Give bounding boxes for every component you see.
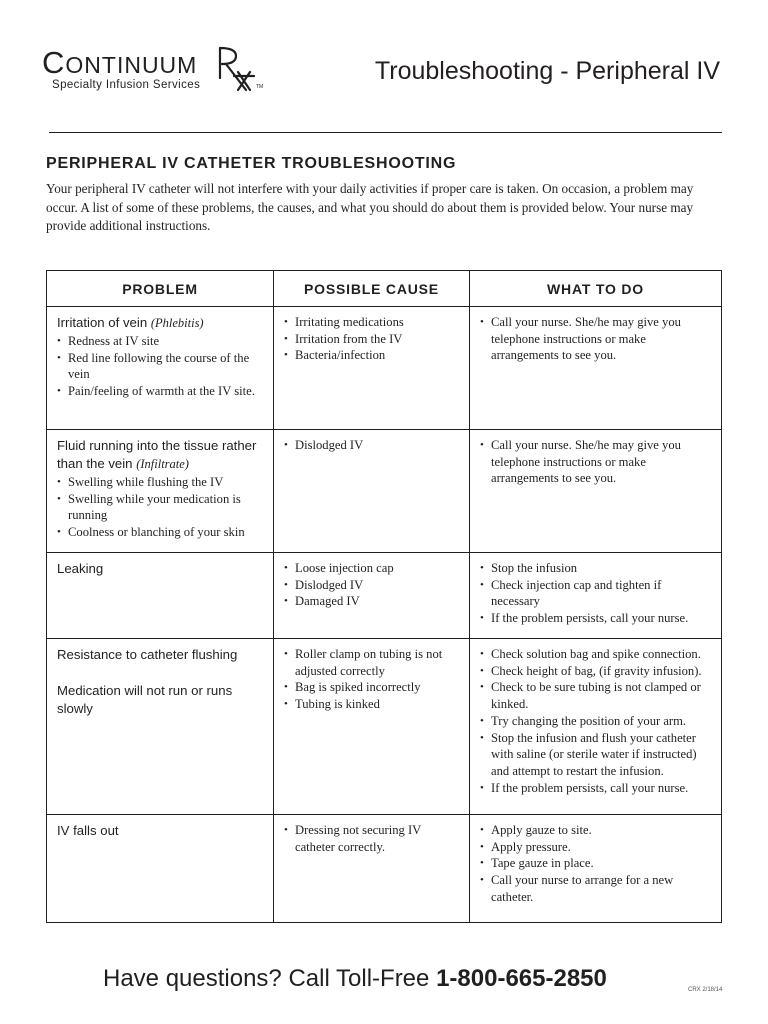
- logo-wordmark: [42, 46, 197, 82]
- problem-title: Resistance to catheter flushing: [57, 647, 238, 662]
- section-heading: PERIPHERAL IV CATHETER TROUBLESHOOTING: [46, 155, 457, 172]
- list-item: • Dislodged IV: [284, 577, 459, 594]
- list-item: • Redness at IV site: [57, 333, 263, 350]
- list-item: • Coolness or blanching of your skin: [57, 524, 263, 541]
- column-header-problem: PROBLEM: [47, 271, 274, 307]
- problem-medical-term: (Phlebitis): [150, 316, 204, 330]
- list-item: • Tubing is kinked: [284, 696, 459, 713]
- problem-title: IV falls out: [57, 823, 119, 838]
- column-header-cause: POSSIBLE CAUSE: [274, 271, 470, 307]
- list-item: • Swelling while flushing the IV: [57, 474, 263, 491]
- list-item: • Check solution bag and spike connection.: [480, 646, 711, 663]
- table-row: [47, 815, 722, 923]
- list-item: • Red line following the course of the vein: [57, 350, 263, 383]
- list-item: • Loose injection cap: [284, 560, 459, 577]
- cause-cell: [274, 430, 470, 553]
- action-cell: [470, 430, 722, 553]
- cause-cell: [274, 307, 470, 430]
- cause-list: [284, 437, 459, 454]
- troubleshooting-table: [46, 270, 722, 923]
- cause-list: [284, 314, 459, 364]
- list-item: • Swelling while your medication is running: [57, 491, 263, 524]
- list-item: • Bag is spiked incorrectly: [284, 679, 459, 696]
- action-cell: [470, 815, 722, 923]
- problem-text: Fluid running into the tissue rather than the vein: [57, 438, 257, 471]
- list-item: • Check to be sure tubing is not clamped or kinked.: [480, 679, 711, 712]
- problem-cell: [47, 307, 274, 430]
- problem-cell: [47, 639, 274, 815]
- list-item: • Check height of bag, (if gravity infusion).: [480, 663, 711, 680]
- cause-list: [284, 646, 459, 713]
- problem-cell: [47, 553, 274, 639]
- footer-text: Have questions? Call Toll-Free: [103, 965, 430, 992]
- action-list: [480, 437, 711, 487]
- list-item: • Try changing the position of your arm.: [480, 713, 711, 730]
- document-code: CRX 2/18/14: [688, 987, 723, 993]
- logo-trademark: TM: [256, 84, 264, 90]
- table-header-row: [47, 271, 722, 307]
- symptom-list: [57, 474, 263, 541]
- list-item: • Damaged IV: [284, 593, 459, 610]
- problem-title: [57, 437, 263, 473]
- action-cell: [470, 639, 722, 815]
- cause-cell: [274, 553, 470, 639]
- list-item: • Apply pressure.: [480, 839, 711, 856]
- header-divider: [49, 132, 722, 133]
- list-item: • Call your nurse. She/he may give you telephone instructions or make arrangements to see you.: [480, 314, 711, 364]
- document-title: Troubleshooting - Peripheral IV: [374, 57, 720, 85]
- list-item: • Stop the infusion: [480, 560, 711, 577]
- table-row: [47, 639, 722, 815]
- list-item: • If the problem persists, call your nurse.: [480, 780, 711, 797]
- spacer: [57, 664, 263, 682]
- problem-cell: [47, 430, 274, 553]
- table-row: [47, 307, 722, 430]
- table-row: [47, 553, 722, 639]
- list-item: • Bacteria/infection: [284, 347, 459, 364]
- problem-title: Leaking: [57, 561, 104, 576]
- list-item: • Apply gauze to site.: [480, 822, 711, 839]
- list-item: • Stop the infusion and flush your catheter with saline (or sterile water if instructed) and attempt to restart the infusion.: [480, 730, 711, 780]
- list-item: • Call your nurse to arrange for a new catheter.: [480, 872, 711, 905]
- action-cell: [470, 307, 722, 430]
- intro-paragraph: Your peripheral IV catheter will not interfere with your daily activities if proper care is taken. On occasion, a problem may occur. A list of some of these problems, the causes, and what you should do about them is provided below. Your nurse may provide additional instructions.: [46, 181, 694, 233]
- cause-cell: [274, 639, 470, 815]
- list-item: • Irritating medications: [284, 314, 459, 331]
- cause-list: [284, 560, 459, 610]
- problem-title: [57, 314, 263, 332]
- problem-title-secondary: Medication will not run or runs slowly: [57, 683, 233, 716]
- table-row: [47, 430, 722, 553]
- phone-number[interactable]: 1-800-665-2850: [436, 965, 607, 992]
- list-item: • Irritation from the IV: [284, 331, 459, 348]
- action-list: [480, 560, 711, 627]
- list-item: • Dislodged IV: [284, 437, 459, 454]
- problem-cell: [47, 815, 274, 923]
- list-item: • Check injection cap and tighten if necessary: [480, 577, 711, 610]
- symptom-list: [57, 333, 263, 400]
- action-list: [480, 822, 711, 906]
- cause-list: [284, 822, 459, 855]
- logo-wordmark-rest: ONTINUUM: [65, 52, 198, 78]
- cause-cell: [274, 815, 470, 923]
- footer-contact: [103, 965, 607, 993]
- logo-wordmark-cap: C: [42, 45, 66, 80]
- list-item: • Dressing not securing IV catheter correctly.: [284, 822, 459, 855]
- list-item: • Pain/feeling of warmth at the IV site.: [57, 383, 263, 400]
- continuumrx-logo: [42, 46, 272, 96]
- problem-medical-term: (Infiltrate): [136, 457, 189, 471]
- list-item: • Tape gauze in place.: [480, 855, 711, 872]
- list-item: • Call your nurse. She/he may give you telephone instructions or make arrangements to see you.: [480, 437, 711, 487]
- action-cell: [470, 553, 722, 639]
- action-list: [480, 314, 711, 364]
- action-list: [480, 646, 711, 796]
- logo-tagline: Specialty Infusion Services: [52, 79, 201, 91]
- problem-text: Irritation of vein: [57, 315, 148, 330]
- list-item: • Roller clamp on tubing is not adjusted correctly: [284, 646, 459, 679]
- list-item: • If the problem persists, call your nurse.: [480, 610, 711, 627]
- column-header-what-to-do: WHAT TO DO: [470, 271, 722, 307]
